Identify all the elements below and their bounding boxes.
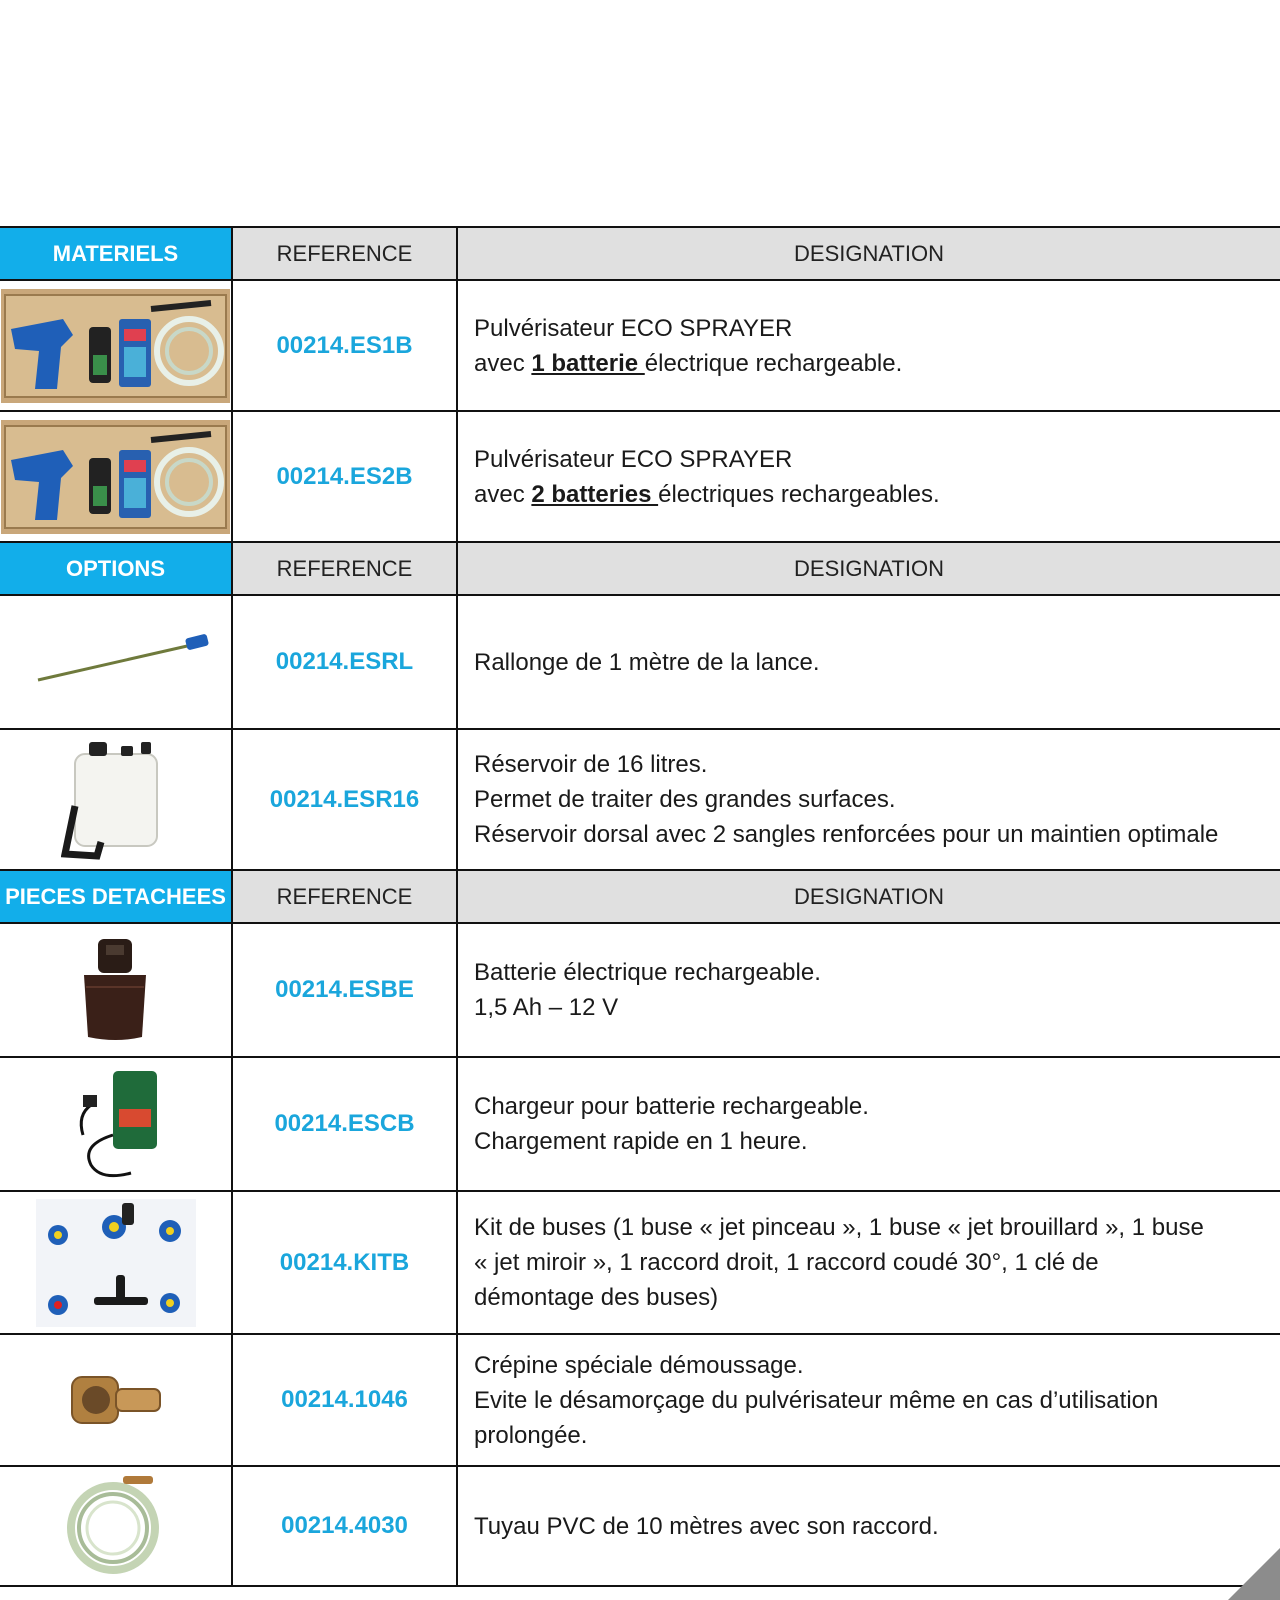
designation-header: DESIGNATION xyxy=(458,871,1280,922)
section-header-pieces xyxy=(0,871,1280,924)
category-label: OPTIONS xyxy=(0,543,233,594)
designation-text xyxy=(474,955,821,1025)
charger-icon xyxy=(0,1058,231,1190)
designation-line: Chargement rapide en 1 heure. xyxy=(474,1128,808,1155)
sprayer-kit-icon xyxy=(0,281,231,410)
designation-line: prolongée. xyxy=(474,1421,588,1449)
reference-header: REFERENCE xyxy=(233,543,458,594)
product-image xyxy=(0,730,233,869)
designation-line: Kit de buses (1 buse « jet pinceau », 1 buse « jet brouillard », 1 buse xyxy=(474,1214,1204,1241)
product-image xyxy=(0,1192,233,1333)
reference-code: 00214.ESR16 xyxy=(269,785,420,813)
designation-line-end: électriques rechargeables. xyxy=(658,480,940,508)
category-label: MATERIELS xyxy=(0,228,233,279)
designation-line: Evite le désamorçage du pulvérisateur même en cas d’utilisation xyxy=(474,1386,1159,1414)
product-image xyxy=(0,596,233,728)
reference-code: 00214.ESCB xyxy=(274,1110,415,1137)
designation-line: 1,5 Ah – 12 V xyxy=(474,994,619,1021)
designation-text xyxy=(474,311,902,381)
backpack-tank-icon xyxy=(0,730,231,869)
section-header-materiels xyxy=(0,228,1280,281)
reference-code: 00214.ES2B xyxy=(276,462,413,490)
designation-header: DESIGNATION xyxy=(458,228,1280,279)
product-image xyxy=(0,1058,233,1190)
product-image xyxy=(0,1467,233,1585)
designation-line: « jet miroir », 1 raccord droit, 1 raccord coudé 30°, 1 clé de xyxy=(474,1249,1099,1276)
designation-line: Tuyau PVC de 10 mètres avec son raccord. xyxy=(474,1512,939,1540)
designation-text xyxy=(474,1509,939,1544)
designation-line: Permet de traiter des grandes surfaces. xyxy=(474,786,896,813)
pvc-hose-icon xyxy=(0,1467,231,1585)
designation-line: Pulvérisateur ECO SPRAYER xyxy=(474,445,793,473)
strainer-icon xyxy=(0,1335,231,1465)
reference-code: 00214.ESRL xyxy=(275,648,414,675)
page-curl-decoration xyxy=(1228,1548,1280,1600)
designation-line: Batterie électrique rechargeable. xyxy=(474,959,821,986)
table-row xyxy=(0,412,1280,543)
reference-code: 00214.KITB xyxy=(279,1248,410,1276)
designation-text xyxy=(474,1089,869,1159)
table-row xyxy=(0,730,1280,871)
designation-line-start: avec xyxy=(474,480,532,508)
designation-line: Réservoir dorsal avec 2 sangles renforcées pour un maintien optimale xyxy=(474,821,1219,848)
designation-line-end: électrique rechargeable. xyxy=(644,349,903,377)
product-image xyxy=(0,1335,233,1465)
reference-code: 00214.ES1B xyxy=(276,331,413,359)
product-image xyxy=(0,281,233,410)
reference-code: 00214.1046 xyxy=(281,1386,408,1413)
battery-icon xyxy=(0,924,231,1056)
nozzle-kit-icon xyxy=(0,1192,231,1333)
reference-header: REFERENCE xyxy=(233,228,458,279)
designation-line: Crépine spéciale démoussage. xyxy=(474,1351,804,1379)
designation-text xyxy=(474,442,940,512)
category-label: PIECES DETACHEES xyxy=(0,871,233,922)
designation-line-start: avec xyxy=(474,349,532,377)
designation-line: Réservoir de 16 litres. xyxy=(474,751,708,778)
section-header-options xyxy=(0,543,1280,596)
designation-line: démontage des buses) xyxy=(474,1284,719,1311)
table-row xyxy=(0,924,1280,1058)
designation-text xyxy=(474,645,820,680)
lance-extension-icon xyxy=(0,596,231,728)
designation-line: Pulvérisateur ECO SPRAYER xyxy=(474,314,793,342)
table-row xyxy=(0,1058,1280,1192)
table-row xyxy=(0,1335,1280,1467)
product-table xyxy=(0,226,1280,1587)
table-row xyxy=(0,1192,1280,1335)
reference-code: 00214.ESBE xyxy=(275,976,414,1003)
table-row xyxy=(0,281,1280,412)
designation-text xyxy=(474,1210,1204,1315)
reference-header: REFERENCE xyxy=(233,871,458,922)
designation-line: Rallonge de 1 mètre de la lance. xyxy=(474,648,820,676)
product-image xyxy=(0,412,233,541)
battery-count-emphasis: 1 batterie xyxy=(531,349,645,377)
designation-text xyxy=(474,1348,1158,1453)
battery-count-emphasis: 2 batteries xyxy=(531,480,659,508)
sprayer-kit-icon xyxy=(0,412,231,541)
table-row xyxy=(0,596,1280,730)
designation-text xyxy=(474,747,1218,852)
designation-line: Chargeur pour batterie rechargeable. xyxy=(474,1093,869,1120)
product-image xyxy=(0,924,233,1056)
table-row xyxy=(0,1467,1280,1587)
designation-header: DESIGNATION xyxy=(458,543,1280,594)
reference-code: 00214.4030 xyxy=(281,1512,408,1539)
